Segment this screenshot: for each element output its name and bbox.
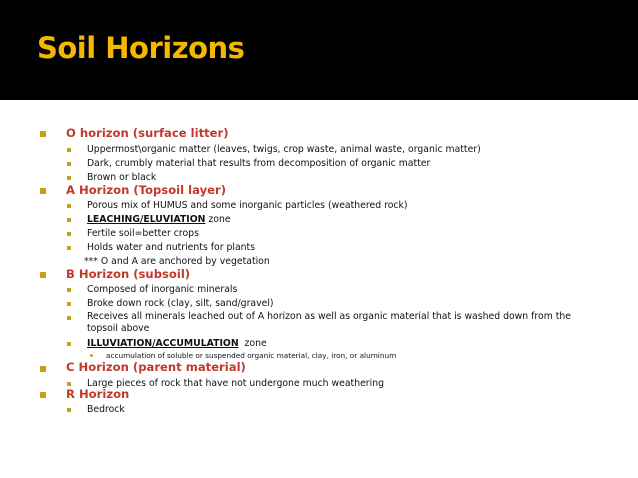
bullet-square-icon — [67, 162, 71, 166]
section-heading-c: C Horizon (parent material) — [66, 360, 246, 374]
bullet-square-icon — [67, 342, 71, 346]
list-item: Large pieces of rock that have not undergone much weathering — [87, 378, 385, 389]
list-item: Broke down rock (clay, silt, sand/gravel) — [87, 298, 274, 309]
slide-title: Soil Horizons — [37, 31, 245, 65]
title-bar — [0, 0, 638, 100]
bullet-square-icon — [40, 188, 46, 194]
bullet-square-icon — [67, 382, 71, 386]
bullet-square-icon — [40, 272, 46, 278]
list-item: Fertile soil=better crops — [87, 228, 199, 239]
leaching-term: LEACHING/ELUVIATION — [87, 214, 206, 225]
list-item — [87, 338, 267, 349]
bullet-square-icon — [40, 366, 46, 372]
list-item: Holds water and nutrients for plants — [87, 242, 256, 253]
note: *** O and A are anchored by vegetation — [84, 256, 270, 267]
list-item: Bedrock — [87, 404, 125, 415]
bullet-square-icon — [67, 302, 71, 306]
bullet-square-icon — [40, 131, 46, 137]
zone-text: zone — [238, 338, 267, 349]
bullet-square-icon — [40, 392, 46, 398]
list-item: Porous mix of HUMUS and some inorganic particles (weathered rock) — [87, 200, 408, 211]
list-item: Dark, crumbly material that results from decomposition of organic matter — [87, 158, 431, 169]
section-heading-b: B Horizon (subsoil) — [66, 267, 191, 281]
zone-text: zone — [205, 214, 231, 225]
bullet-square-icon — [67, 316, 71, 320]
bullet-square-icon — [67, 218, 71, 222]
bullet-square-icon — [67, 176, 71, 180]
list-item — [87, 214, 231, 225]
section-heading-o: O horizon (surface litter) — [66, 126, 229, 140]
sub-list-item: accumulation of soluble or suspended organic material, clay, iron, or aluminum — [106, 351, 397, 360]
illuviation-term: ILLUVIATION/ACCUMULATION — [87, 338, 239, 349]
list-item: Receives all minerals leached out of A horizon as well as organic material that is washed down from the topsoil above — [87, 311, 571, 334]
bullet-dot-icon — [90, 354, 93, 357]
bullet-square-icon — [67, 288, 71, 292]
bullet-square-icon — [67, 246, 71, 250]
section-heading-a: A Horizon (Topsoil layer) — [66, 183, 227, 197]
list-item: Brown or black — [87, 172, 157, 183]
list-item: Composed of inorganic minerals — [87, 284, 238, 295]
section-heading-r: R Horizon — [66, 387, 130, 401]
bullet-square-icon — [67, 148, 71, 152]
list-item: Uppermost\organic matter (leaves, twigs, crop waste, animal waste, organic matter) — [87, 144, 481, 155]
bullet-square-icon — [67, 408, 71, 412]
bullet-square-icon — [67, 232, 71, 236]
bullet-square-icon — [67, 204, 71, 208]
